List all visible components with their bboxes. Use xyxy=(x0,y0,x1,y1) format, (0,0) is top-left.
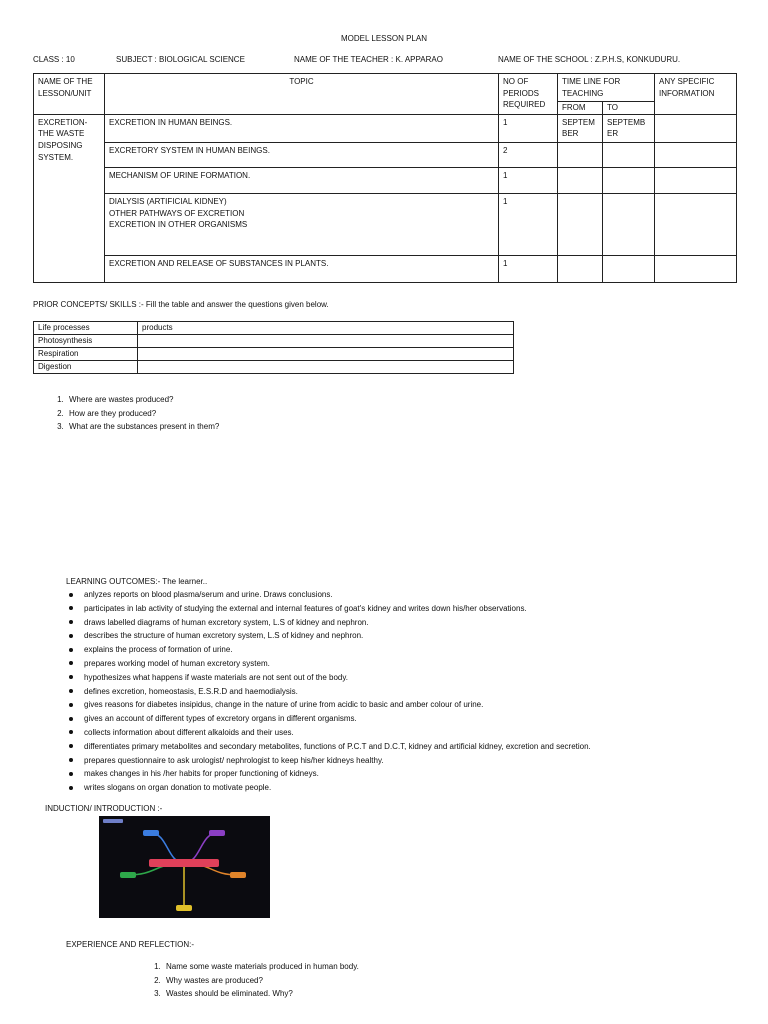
learning-outcome-item: writes slogans on organ donation to motivate people. xyxy=(82,781,591,795)
list-item: 2. Why wastes are produced? xyxy=(163,974,359,988)
learning-outcome-item: draws labelled diagrams of human excretory system, L.S of kidney and nephron. xyxy=(82,616,591,630)
topic-line: OTHER PATHWAYS OF EXCRETION xyxy=(109,208,245,218)
mindmap-branch-node xyxy=(120,872,136,878)
learning-outcome-item: gives an account of different types of excretory organs in different organisms. xyxy=(82,712,591,726)
learning-outcome-item: collects information about different alkaloids and their uses. xyxy=(82,726,591,740)
mindmap-logo xyxy=(103,819,123,823)
table-cell: products xyxy=(138,322,514,335)
table-row xyxy=(34,322,514,335)
list-item: 3. What are the substances present in them? xyxy=(66,420,219,434)
lesson-header: NAME OF THE LESSON/UNIT xyxy=(34,74,105,115)
list-item: 3. Wastes should be eliminated. Why? xyxy=(163,987,359,1001)
table-cell: Respiration xyxy=(34,348,138,361)
class-label: CLASS : 10 xyxy=(33,55,75,64)
to-cell xyxy=(603,167,655,193)
topic-header: TOPIC xyxy=(105,74,499,115)
list-item: 1. Where are wastes produced? xyxy=(66,393,219,407)
table-row xyxy=(34,361,514,374)
prior-questions-list xyxy=(48,393,219,434)
info-header: ANY SPECIFIC INFORMATION xyxy=(655,74,737,115)
experience-questions-list xyxy=(145,960,359,1001)
info-cell xyxy=(655,255,737,282)
topic-cell: EXCRETION AND RELEASE OF SUBSTANCES IN PLANTS. xyxy=(105,255,499,282)
mindmap-branch-node xyxy=(176,905,192,911)
document-title: MODEL LESSON PLAN xyxy=(341,34,427,43)
table-cell xyxy=(138,335,514,348)
table-cell: Digestion xyxy=(34,361,138,374)
info-cell xyxy=(655,142,737,167)
table-row xyxy=(34,335,514,348)
from-header: FROM xyxy=(558,102,603,115)
timeline-header: TIME LINE FOR TEACHING xyxy=(558,74,655,102)
from-cell xyxy=(558,142,603,167)
to-cell xyxy=(603,255,655,282)
prior-concepts-heading: PRIOR CONCEPTS/ SKILLS :- Fill the table and answer the questions given below. xyxy=(33,300,329,309)
table-cell xyxy=(138,348,514,361)
from-cell xyxy=(558,167,603,193)
table-row xyxy=(34,348,514,361)
list-item: 2. How are they produced? xyxy=(66,407,219,421)
periods-cell: 1 xyxy=(499,167,558,193)
learning-outcome-item: describes the structure of human excretory system, L.S of kidney and nephron. xyxy=(82,629,591,643)
to-cell xyxy=(603,193,655,255)
topic-line: EXCRETION IN OTHER ORGANISMS xyxy=(109,220,248,230)
info-cell xyxy=(655,167,737,193)
list-item: 1. Name some waste materials produced in human body. xyxy=(163,960,359,974)
topic-cell xyxy=(105,193,499,255)
topic-cell: MECHANISM OF URINE FORMATION. xyxy=(105,167,499,193)
periods-cell: 1 xyxy=(499,255,558,282)
mindmap-center-node xyxy=(149,859,219,867)
mindmap-branch-node xyxy=(230,872,246,878)
learning-outcome-item: defines excretion, homeostasis, E.S.R.D and haemodialysis. xyxy=(82,685,591,699)
learning-outcomes-heading: LEARNING OUTCOMES:- The learner.. xyxy=(66,577,208,586)
from-cell xyxy=(558,255,603,282)
periods-cell: 2 xyxy=(499,142,558,167)
learning-outcome-item: prepares working model of human excretory system. xyxy=(82,657,591,671)
learning-outcome-item: gives reasons for diabetes insipidus, change in the nature of urine from acidic to basic and amber colour of urine. xyxy=(82,698,591,712)
table-cell: Life processes xyxy=(34,322,138,335)
learning-outcome-item: differentiates primary metabolites and secondary metabolites, functions of P.C.T and D.C.T, kidney and artificial kidney, excretion and secretion. xyxy=(82,740,591,754)
to-header: TO xyxy=(603,102,655,115)
lesson-name-cell: EXCRETION- THE WASTE DISPOSING SYSTEM. xyxy=(34,114,105,282)
mindmap-connector xyxy=(184,833,217,863)
learning-outcome-item: anlyzes reports on blood plasma/serum and urine. Draws conclusions. xyxy=(82,588,591,602)
learning-outcome-item: explains the process of formation of urine. xyxy=(82,643,591,657)
induction-heading: INDUCTION/ INTRODUCTION :- xyxy=(45,804,163,813)
mindmap-branch-node xyxy=(143,830,159,836)
to-cell: SEPTEMB ER xyxy=(603,114,655,142)
learning-outcome-item: prepares questionnaire to ask urologist/ nephrologist to keep his/her kidneys healthy. xyxy=(82,754,591,768)
learning-outcome-item: participates in lab activity of studying the external and internal features of goat's kidney and writes down his/her observations. xyxy=(82,602,591,616)
prior-concepts-table xyxy=(33,321,514,374)
mindmap-branch-node xyxy=(209,830,225,836)
from-cell: SEPTEM BER xyxy=(558,114,603,142)
school-label: NAME OF THE SCHOOL : Z.P.H.S, KONKUDURU. xyxy=(498,55,681,64)
topic-cell: EXCRETORY SYSTEM IN HUMAN BEINGS. xyxy=(105,142,499,167)
table-cell xyxy=(138,361,514,374)
periods-header: NO OF PERIODS REQUIRED xyxy=(499,74,558,115)
mindmap-diagram xyxy=(99,816,270,918)
lesson-plan-table xyxy=(33,73,737,283)
info-cell xyxy=(655,114,737,142)
mindmap-connector xyxy=(151,833,184,863)
table-cell: Photosynthesis xyxy=(34,335,138,348)
learning-outcome-item: makes changes in his /her habits for proper functioning of kidneys. xyxy=(82,767,591,781)
learning-outcome-item: hypothesizes what happens if waste materials are not sent out of the body. xyxy=(82,671,591,685)
experience-heading: EXPERIENCE AND REFLECTION:- xyxy=(66,940,195,949)
subject-label: SUBJECT : BIOLOGICAL SCIENCE xyxy=(116,55,245,64)
periods-cell: 1 xyxy=(499,193,558,255)
topic-line: DIALYSIS (ARTIFICIAL KIDNEY) xyxy=(109,196,227,206)
info-cell xyxy=(655,193,737,255)
teacher-label: NAME OF THE TEACHER : K. APPARAO xyxy=(294,55,443,64)
mindmap-image xyxy=(99,816,270,918)
learning-outcomes-list xyxy=(66,588,591,795)
topic-cell: EXCRETION IN HUMAN BEINGS. xyxy=(105,114,499,142)
to-cell xyxy=(603,142,655,167)
periods-cell: 1 xyxy=(499,114,558,142)
from-cell xyxy=(558,193,603,255)
